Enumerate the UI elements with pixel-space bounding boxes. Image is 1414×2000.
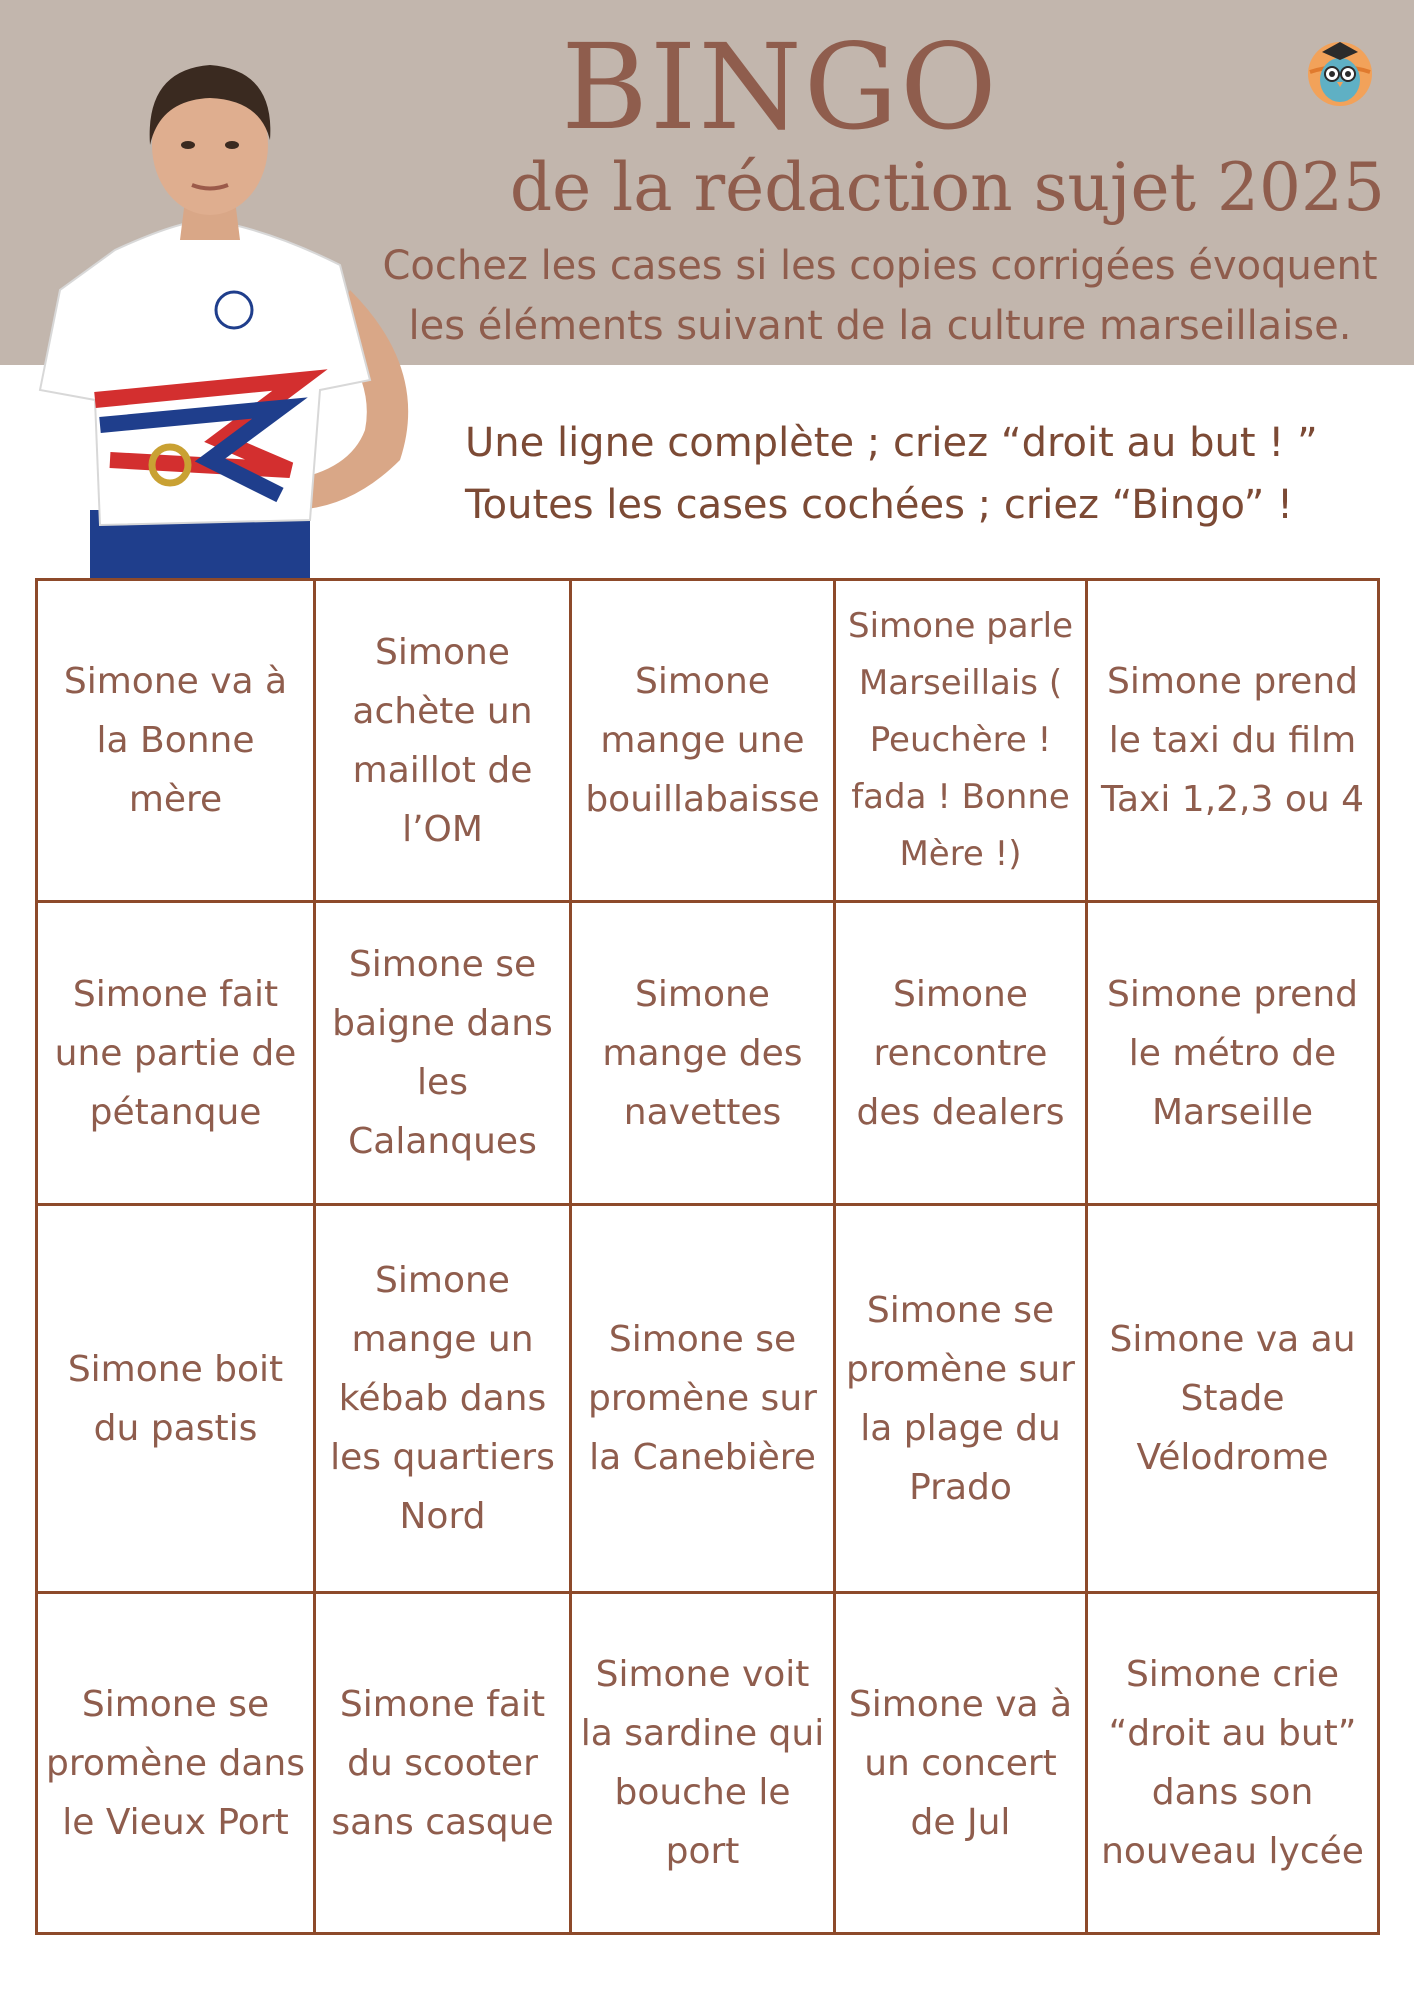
bingo-cell[interactable]: Simone se promène dans le Vieux Port bbox=[38, 1594, 316, 1932]
bingo-cell[interactable]: Simone parle Marseillais ( Peuchère ! fada ! Bonne Mère !) bbox=[836, 581, 1088, 903]
bingo-cell[interactable]: Simone va au Stade Vélodrome bbox=[1088, 1206, 1377, 1594]
bingo-cell[interactable]: Simone achète un maillot de l’OM bbox=[316, 581, 572, 903]
bingo-cell[interactable]: Simone rencontre des dealers bbox=[836, 903, 1088, 1206]
rule-line-1: Une ligne complète ; criez “droit au but ! ” bbox=[465, 420, 1318, 466]
bingo-cell[interactable]: Simone prend le taxi du film Taxi 1,2,3 ou 4 bbox=[1088, 581, 1377, 903]
instruction-line-1: Cochez les cases si les copies corrigées évoquent bbox=[382, 243, 1378, 289]
bingo-cell[interactable]: Simone crie “droit au but” dans son nouveau lycée bbox=[1101, 1654, 1364, 1872]
instruction-text bbox=[360, 236, 1400, 356]
bingo-cell[interactable]: Simone boit du pastis bbox=[38, 1206, 316, 1594]
owl-logo-icon bbox=[1302, 32, 1378, 110]
bingo-cell[interactable]: Simone voit la sardine qui bouche le port bbox=[572, 1594, 836, 1932]
bingo-cell[interactable]: Simone prend le métro de Marseille bbox=[1088, 903, 1377, 1206]
bingo-grid bbox=[35, 578, 1380, 1935]
rule-line-2: Toutes les cases cochées ; criez “Bingo” ! bbox=[465, 482, 1294, 528]
page-title: BINGO bbox=[561, 18, 999, 156]
bingo-cell[interactable]: Simone se promène sur la Canebière bbox=[572, 1206, 836, 1594]
rules-text bbox=[465, 412, 1365, 536]
bingo-cell[interactable]: Simone se baigne dans les Calanques bbox=[316, 903, 572, 1206]
bingo-cell[interactable]: Simone se promène sur la plage du Prado bbox=[836, 1206, 1088, 1594]
bingo-cell[interactable]: Simone va à la Bonne mère bbox=[38, 581, 316, 903]
instruction-line-2: les éléments suivant de la culture marseillaise. bbox=[408, 303, 1352, 349]
page-subtitle: de la rédaction sujet 2025 bbox=[509, 149, 1385, 226]
bingo-cell[interactable]: Simone mange des navettes bbox=[572, 903, 836, 1206]
bingo-cell[interactable]: Simone mange une bouillabaisse bbox=[572, 581, 836, 903]
bingo-cell[interactable]: Simone mange un kébab dans les quartiers Nord bbox=[316, 1206, 572, 1594]
bingo-cell[interactable]: Simone fait du scooter sans casque bbox=[316, 1594, 572, 1932]
woman-portrait-photo bbox=[20, 40, 440, 580]
bingo-cell[interactable]: Simone fait une partie de pétanque bbox=[38, 903, 316, 1206]
bingo-cell[interactable]: Simone va à un concert de Jul bbox=[836, 1594, 1088, 1932]
